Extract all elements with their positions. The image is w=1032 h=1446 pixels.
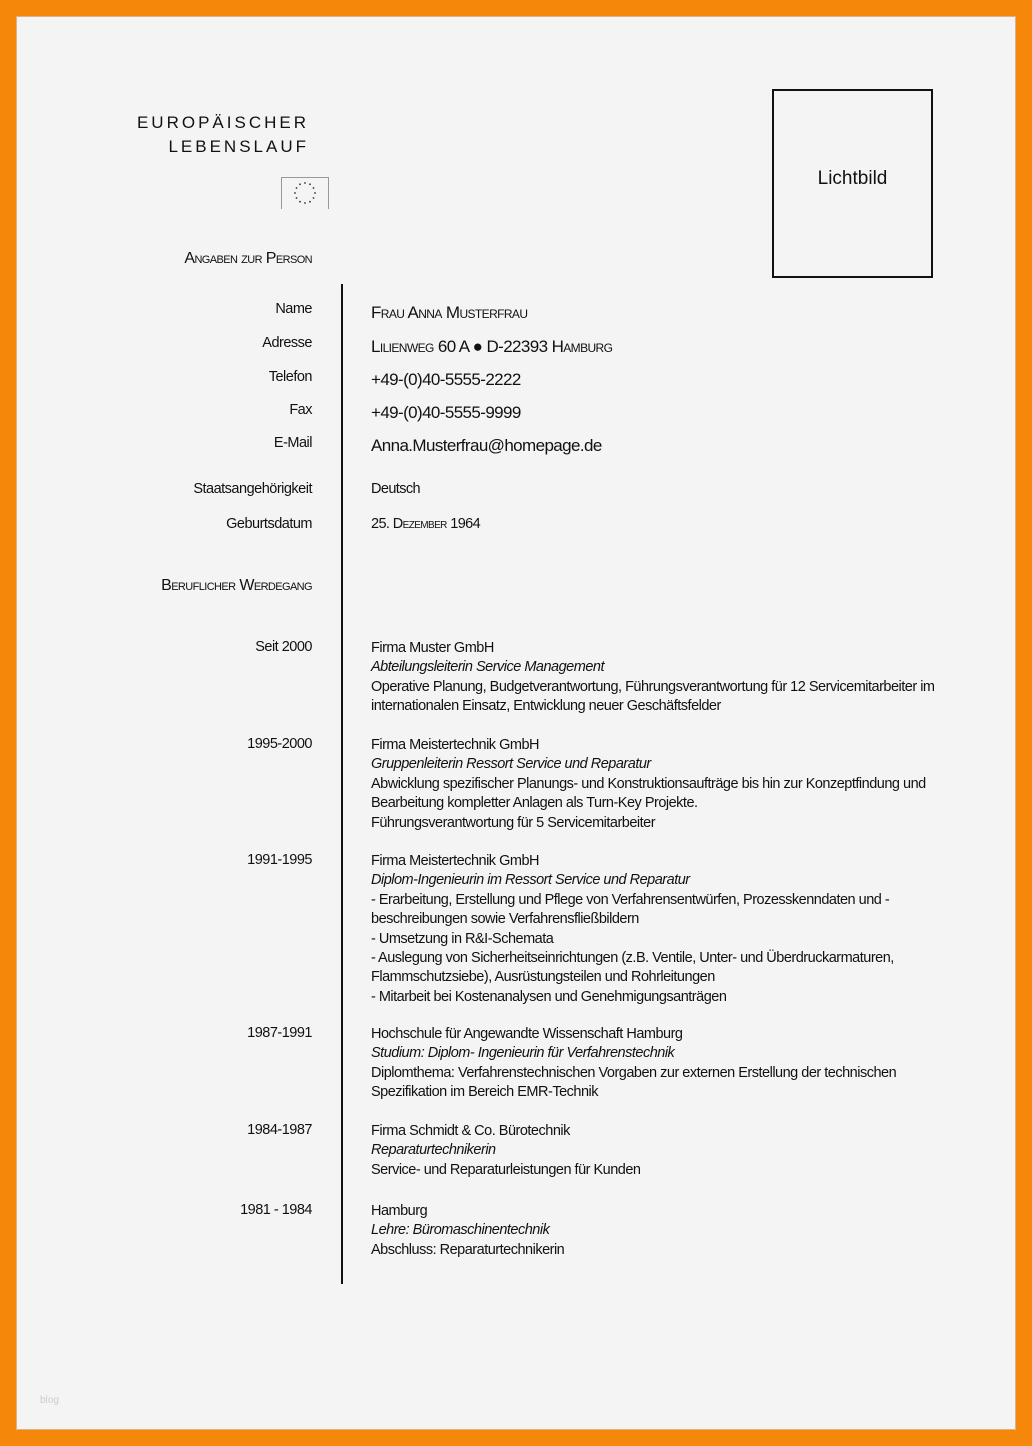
career-description-line: Diplomthema: Verfahrenstechnischen Vorgaben zur externen Erstellung der technischen bbox=[371, 1064, 897, 1081]
label-email: E-Mail bbox=[273, 435, 312, 451]
career-entry bbox=[371, 639, 971, 717]
career-role: Abteilungsleiterin Service Management bbox=[371, 659, 604, 676]
label-nationality: Staatsangehörigkeit bbox=[193, 481, 312, 497]
career-role: Studium: Diplom- Ingenieurin für Verfahrenstechnik bbox=[371, 1045, 675, 1062]
career-period: 1995-2000 bbox=[247, 736, 312, 752]
career-description-line: Service- und Reparaturleistungen für Kunden bbox=[371, 1161, 641, 1178]
career-description-line: Bearbeitung kompletter Anlagen als Turn-Key Projekte. bbox=[371, 795, 698, 812]
title-line-2: LEBENSLAUF bbox=[168, 137, 309, 156]
label-name: Name bbox=[275, 301, 312, 317]
career-description-line: - Auslegung von Sicherheitseinrichtungen (z.B. Ventile, Unter- und Überdruckarmaturen, bbox=[371, 950, 894, 967]
eu-flag-icon bbox=[281, 177, 329, 209]
career-description-line: beschreibungen sowie Verfahrensfließbildern bbox=[371, 911, 639, 928]
value-phone: +49-(0)40-5555-2222 bbox=[371, 370, 521, 389]
section-heading-personal: Angaben zur Person bbox=[184, 250, 312, 267]
career-period: 1991-1995 bbox=[247, 852, 312, 868]
career-period: Seit 2000 bbox=[255, 639, 312, 655]
career-description-line: Abwicklung spezifischer Planungs- und Konstruktionsaufträge bis hin zur Konzeptfindung und bbox=[371, 775, 926, 792]
career-description-line: - Umsetzung in R&I-Schemata bbox=[371, 930, 554, 947]
career-entry bbox=[371, 1025, 971, 1103]
career-period: 1987-1991 bbox=[247, 1025, 312, 1041]
career-entry bbox=[371, 1202, 971, 1260]
value-email[interactable]: Anna.Musterfrau@homepage.de bbox=[371, 436, 602, 455]
value-name: Frau Anna Musterfrau bbox=[371, 303, 528, 322]
career-employer: Hamburg bbox=[371, 1203, 428, 1219]
career-employer: Firma Meistertechnik GmbH bbox=[371, 853, 539, 869]
career-description-line: Operative Planung, Budgetverantwortung, Führungsverantwortung für 12 Servicemitarbeiter im bbox=[371, 678, 935, 695]
career-role: Reparaturtechnikerin bbox=[371, 1142, 496, 1159]
value-nationality: Deutsch bbox=[371, 481, 420, 497]
label-address: Adresse bbox=[262, 335, 312, 351]
career-role: Diplom-Ingenieurin im Ressort Service und Reparatur bbox=[371, 872, 690, 889]
career-entry bbox=[371, 736, 971, 833]
career-role: Gruppenleiterin Ressort Service und Reparatur bbox=[371, 756, 651, 773]
cv-page bbox=[16, 16, 1016, 1430]
label-fax: Fax bbox=[289, 402, 312, 418]
career-description-line: - Erarbeitung, Erstellung und Pflege von Verfahrensentwürfen, Prozesskenndaten und - bbox=[371, 891, 890, 908]
career-role: Lehre: Büromaschinentechnik bbox=[371, 1222, 550, 1239]
career-description-line: Führungsverantwortung für 5 Servicemitarbeiter bbox=[371, 814, 656, 831]
label-phone: Telefon bbox=[268, 369, 312, 385]
career-description-line: internationalen Einsatz, Entwicklung neuer Geschäftsfelder bbox=[371, 698, 721, 715]
career-description-line: Spezifikation im Bereich EMR-Technik bbox=[371, 1084, 598, 1101]
career-description-line: - Mitarbeit bei Kostenanalysen und Genehmigungsanträgen bbox=[371, 988, 727, 1005]
career-period: 1984-1987 bbox=[247, 1122, 312, 1138]
value-birthdate: 25. Dezember 1964 bbox=[371, 516, 481, 532]
career-description-line: Abschluss: Reparaturtechnikerin bbox=[371, 1241, 565, 1258]
value-fax: +49-(0)40-5555-9999 bbox=[371, 403, 521, 422]
career-period: 1981 - 1984 bbox=[240, 1202, 312, 1218]
divider-line bbox=[341, 284, 343, 1284]
career-entry bbox=[371, 1122, 971, 1180]
photo-label: Lichtbild bbox=[817, 167, 888, 189]
watermark: blog bbox=[40, 1395, 59, 1406]
photo-placeholder bbox=[772, 89, 933, 278]
value-address: Lilienweg 60 A ● D-22393 Hamburg bbox=[371, 337, 613, 356]
title-line-1: EUROPÄISCHER bbox=[136, 113, 309, 132]
career-employer: Firma Meistertechnik GmbH bbox=[371, 737, 539, 753]
career-entry bbox=[371, 852, 971, 1007]
career-employer: Hochschule für Angewandte Wissenschaft Hamburg bbox=[371, 1026, 683, 1042]
label-birthdate: Geburtsdatum bbox=[226, 516, 312, 532]
career-employer: Firma Schmidt & Co. Bürotechnik bbox=[371, 1123, 570, 1139]
section-heading-career: Beruflicher Werdegang bbox=[161, 577, 312, 594]
career-description-line: Flammschutzsiebe), Ausrüstungsteilen und Rohrleitungen bbox=[371, 969, 715, 986]
career-employer: Firma Muster GmbH bbox=[371, 640, 494, 656]
